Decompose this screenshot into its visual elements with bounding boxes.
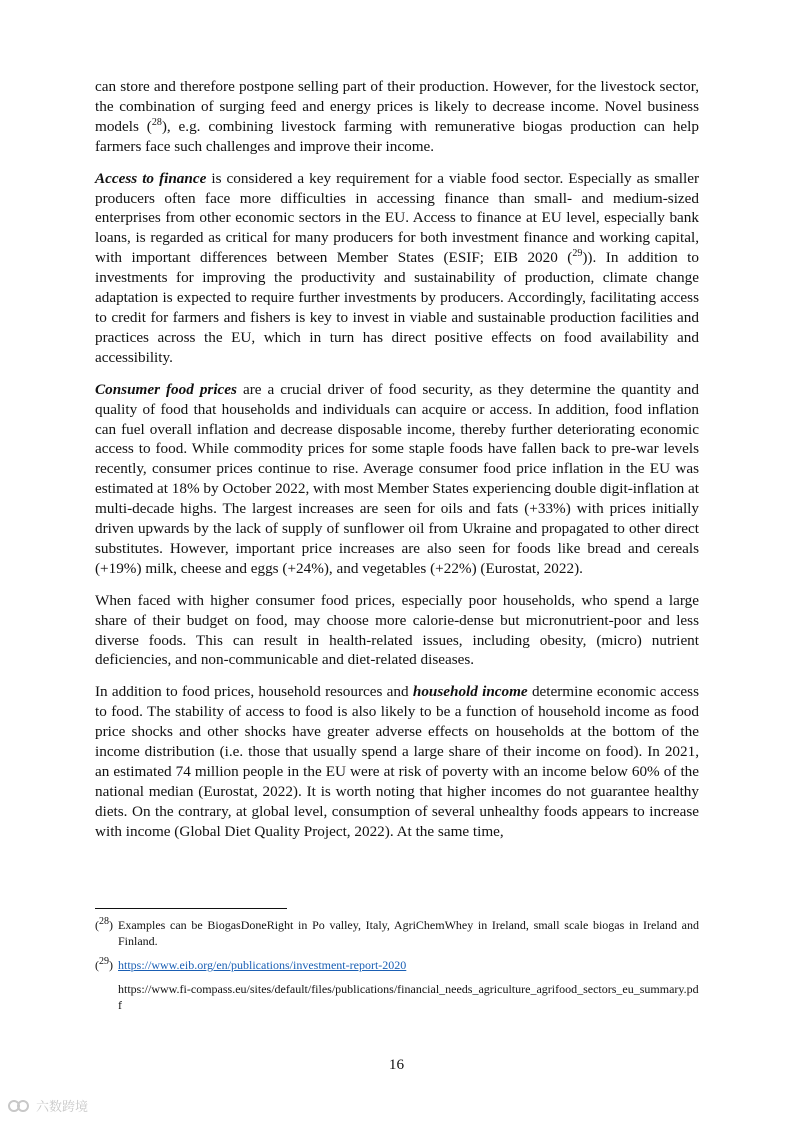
paragraph-text: is considered a key requirement for a viable food sector. Especially as smaller producers often face more difficulties in accessing finance than small- and medium-sized enterprises from other economic sectors in the EU. Access to finance at EU level, especially bank loans, is regarded as critical for many producers for both investment finance and working capital, with important differences between Member States (ESIF; EIB 2020 ( <box>95 169 699 267</box>
footnote-marker-open: ( <box>95 958 99 972</box>
paragraph-consumer-food-prices <box>95 380 699 579</box>
watermark-text: 六数跨境 <box>36 1100 89 1115</box>
eib-report-link[interactable]: https://www.eib.org/en/publications/investment-report-2020 <box>118 958 407 972</box>
paragraph-text: are a crucial driver of food security, as they determine the quantity and quality of food that households and individuals can acquire or access. In addition, food inflation can fuel overall inflation and decrease disposable income, thereby further deteriorating economic access to food. While commodity prices for some staple foods have fallen back to pre-war levels recently, consumer prices continue to rise. Average consumer food price inflation in the EU was estimated at 18% by October 2022, with most Member States experiencing double digit-inflation at multi-decade highs. The largest increases are seen for oils and fats (+33%) with prices initially driven upwards by the lack of supply of sunflower oil from Ukraine and propagated to other direct substitutes. However, important price increases are also seen for foods like bread and cereals (+19%) milk, cheese and eggs (+24%), and vegetables (+22%) (Eurostat, 2022). <box>95 380 699 577</box>
key-term: Consumer food prices <box>95 380 237 398</box>
footnote-28 <box>95 917 699 949</box>
footnote-29-continued-url: https://www.fi-compass.eu/sites/default/files/publications/financial_needs_agriculture_agrifood_sectors_eu_summary.pdf <box>118 982 699 1012</box>
footnote-marker-close: ) <box>109 958 113 972</box>
watermark-logo-icon <box>8 1099 30 1113</box>
footnote-divider <box>95 908 287 909</box>
footnote-marker <box>95 917 118 949</box>
paragraph-text: In addition to food prices, household resources and <box>95 683 413 701</box>
key-term: Access to finance <box>95 169 207 187</box>
footnote-ref-29[interactable]: 29 <box>572 248 583 260</box>
paragraph-access-to-finance <box>95 169 699 368</box>
paragraph-higher-prices-effects <box>95 591 699 671</box>
paragraph-text: When faced with higher consumer food prices, especially poor households, who spend a large share of their budget on food, may choose more calorie-dense but micronutrient-poor and less diverse foods. This can result in health-related issues, including obesity, (micro) nutrient deficiencies, and non-communicable and diet-related diseases. <box>95 591 699 669</box>
footnote-29 <box>95 957 699 973</box>
watermark <box>8 1096 88 1115</box>
footnote-body <box>118 957 699 973</box>
paragraph-text: ), e.g. combining livestock farming with remunerative biogas production can help farmers face such challenges and improve their income. <box>95 117 699 155</box>
document-body <box>95 77 699 854</box>
footnote-text: Examples can be BiogasDoneRight in Po valley, Italy, AgriChemWhey in Ireland, small scale biogas in Ireland and Finland. <box>118 918 699 948</box>
footnote-marker-number: 28 <box>99 916 109 927</box>
paragraph-text: determine economic access to food. The stability of access to food is also likely to be a function of household income as food price shocks and other shocks have greater adverse effects on households at the bottom of the income distribution (i.e. those that usually spend a large share of their income on food). In 2021, an estimated 74 million people in the EU were at risk of poverty with an income below 60% of the national median (Eurostat, 2022). It is worth noting that higher incomes do not guarantee healthy diets. On the contrary, at global level, consumption of several unhealthy foods appears to increase with income (Global Diet Quality Project, 2022). At the same time, <box>95 683 699 840</box>
footnote-marker <box>95 957 118 973</box>
footnote-ref-28[interactable]: 28 <box>151 116 162 128</box>
footnote-marker-close: ) <box>109 918 113 932</box>
footnote-marker-open: ( <box>95 918 99 932</box>
paragraph-text: )). In addition to investments for improving the productivity and sustainability of production, climate change adaptation is expected to require further investments by producers. Accordingly, facilitating access to credit for farmers and fishers is key to invest in viable and sustainable production facilities and practices across the EU, which in turn has direct positive effects on food availability and accessibility. <box>95 249 699 366</box>
paragraph-text: can store and therefore postpone selling part of their production. However, for the livestock sector, the combination of surging feed and energy prices is likely to decrease income. Novel business models ( <box>95 78 699 135</box>
key-term: household income <box>412 683 528 701</box>
paragraph-household-income <box>95 682 699 841</box>
footnote-marker-number: 29 <box>99 956 109 967</box>
paragraph-business-models <box>95 77 699 157</box>
page-number: 16 <box>388 1056 405 1073</box>
footnotes-section <box>95 908 699 1013</box>
